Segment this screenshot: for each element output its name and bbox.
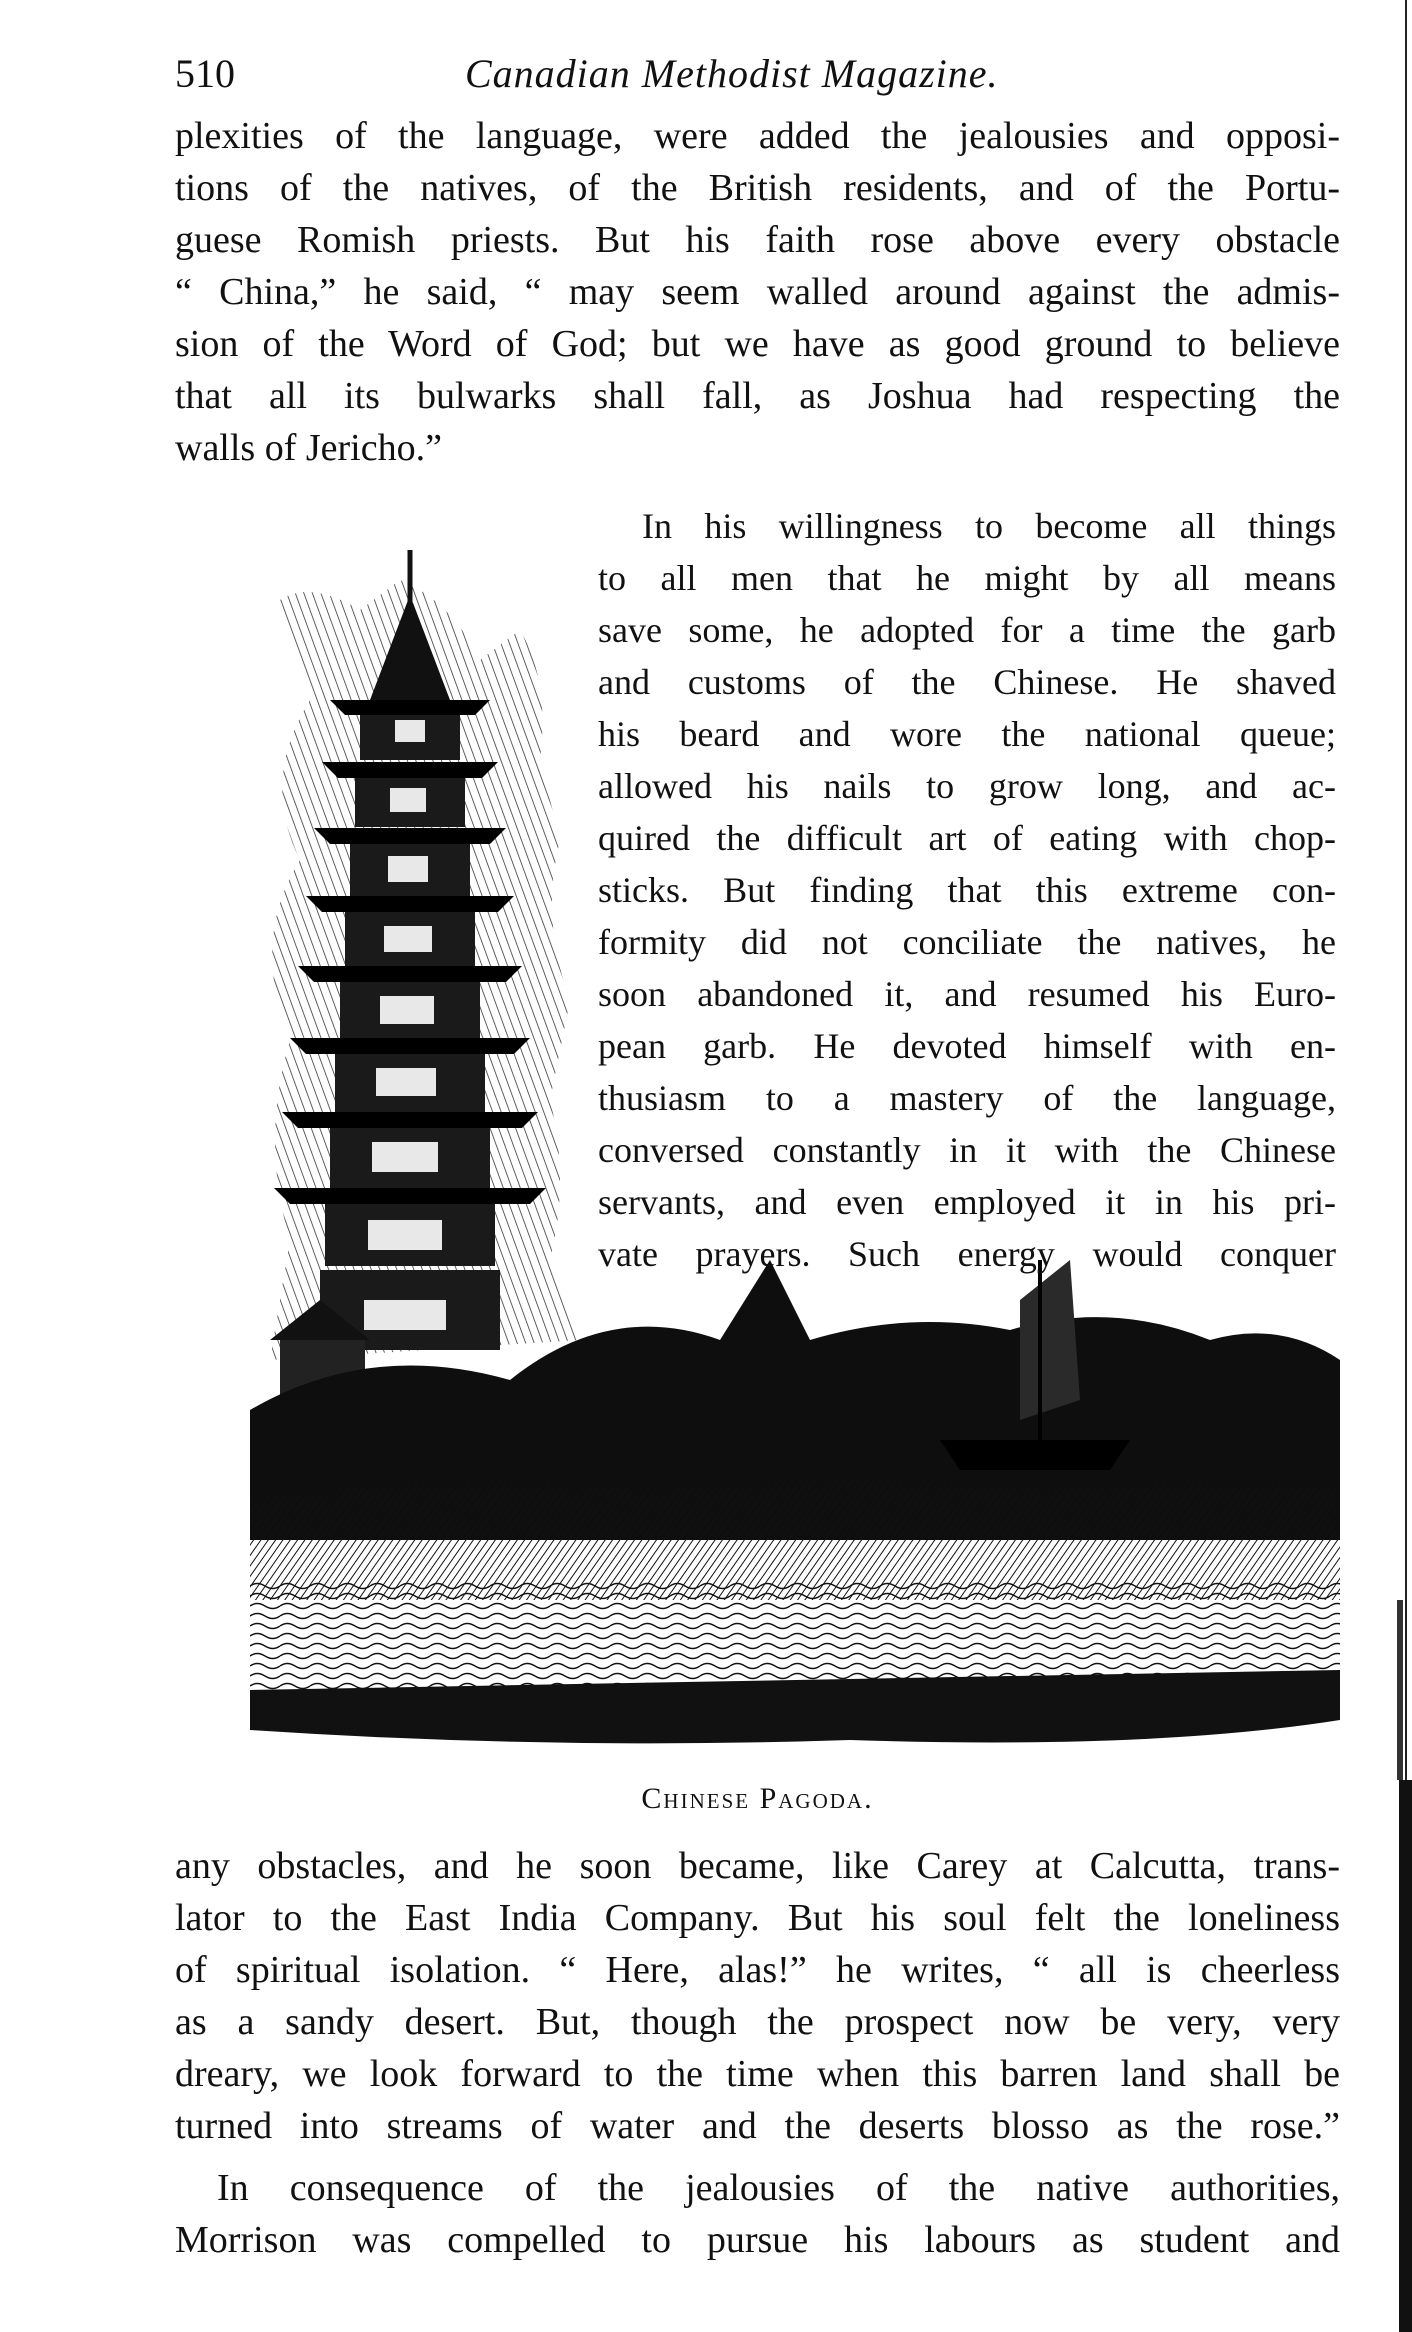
text-line: thusiasm to a mastery of the language, xyxy=(598,1078,1336,1118)
text-line: soon abandoned it, and resumed his Euro- xyxy=(598,974,1336,1014)
text-line: as a sandy desert. But, though the prospect now be very, very xyxy=(175,2001,1340,2043)
text-line: tions of the natives, of the British residents, and of the Portu- xyxy=(175,167,1340,209)
text-line: In his willingness to become all things xyxy=(642,506,1336,546)
page-number: 510 xyxy=(175,51,235,96)
text-line: of spiritual isolation. “ Here, alas!” he writes, “ all is cheerless xyxy=(175,1949,1340,1991)
text-line: walls of Jericho.” xyxy=(175,427,442,469)
figure-caption: Chinese Pagoda. xyxy=(641,1782,874,1815)
text-line: save some, he adopted for a time the garb xyxy=(598,610,1336,650)
text-line: turned into streams of water and the deserts blosso as the rose.” xyxy=(175,2105,1340,2147)
text-line: vate prayers. Such energy would conquer xyxy=(598,1234,1336,1274)
text-line: sticks. But finding that this extreme con- xyxy=(598,870,1336,910)
text-line: to all men that he might by all means xyxy=(598,558,1336,598)
text-line: plexities of the language, were added the jealousies and opposi- xyxy=(175,115,1340,157)
running-title: Canadian Methodist Magazine. xyxy=(465,51,999,96)
text-line: guese Romish priests. But his faith rose above every obstacle xyxy=(175,219,1340,261)
text-line: his beard and wore the national queue; xyxy=(598,714,1336,754)
text-line: pean garb. He devoted himself with en- xyxy=(598,1026,1336,1066)
text-line: sion of the Word of God; but we have as good ground to believe xyxy=(175,323,1340,365)
text-line: and customs of the Chinese. He shaved xyxy=(598,662,1336,702)
text-line: any obstacles, and he soon became, like Carey at Calcutta, trans- xyxy=(175,1845,1340,1887)
text-line: allowed his nails to grow long, and ac- xyxy=(598,766,1336,806)
scan-edge xyxy=(1395,0,1412,2332)
text-line: quired the difficult art of eating with chop- xyxy=(598,818,1336,858)
page-header xyxy=(175,50,1340,110)
text-line: conversed constantly in it with the Chinese xyxy=(598,1130,1336,1170)
text-line: that all its bulwarks shall fall, as Joshua had respecting the xyxy=(175,375,1340,417)
text-line: dreary, we look forward to the time when this barren land shall be xyxy=(175,2053,1340,2095)
text-line: lator to the East India Company. But his soul felt the loneliness xyxy=(175,1897,1340,1939)
text-line: In consequence of the jealousies of the native authorities, xyxy=(217,2167,1340,2209)
text-line: servants, and even employed it in his pri- xyxy=(598,1182,1336,1222)
text-line: Morrison was compelled to pursue his labours as student and xyxy=(175,2219,1340,2261)
text-line: formity did not conciliate the natives, he xyxy=(598,922,1336,962)
text-line: “ China,” he said, “ may seem walled around against the admis- xyxy=(175,271,1340,313)
